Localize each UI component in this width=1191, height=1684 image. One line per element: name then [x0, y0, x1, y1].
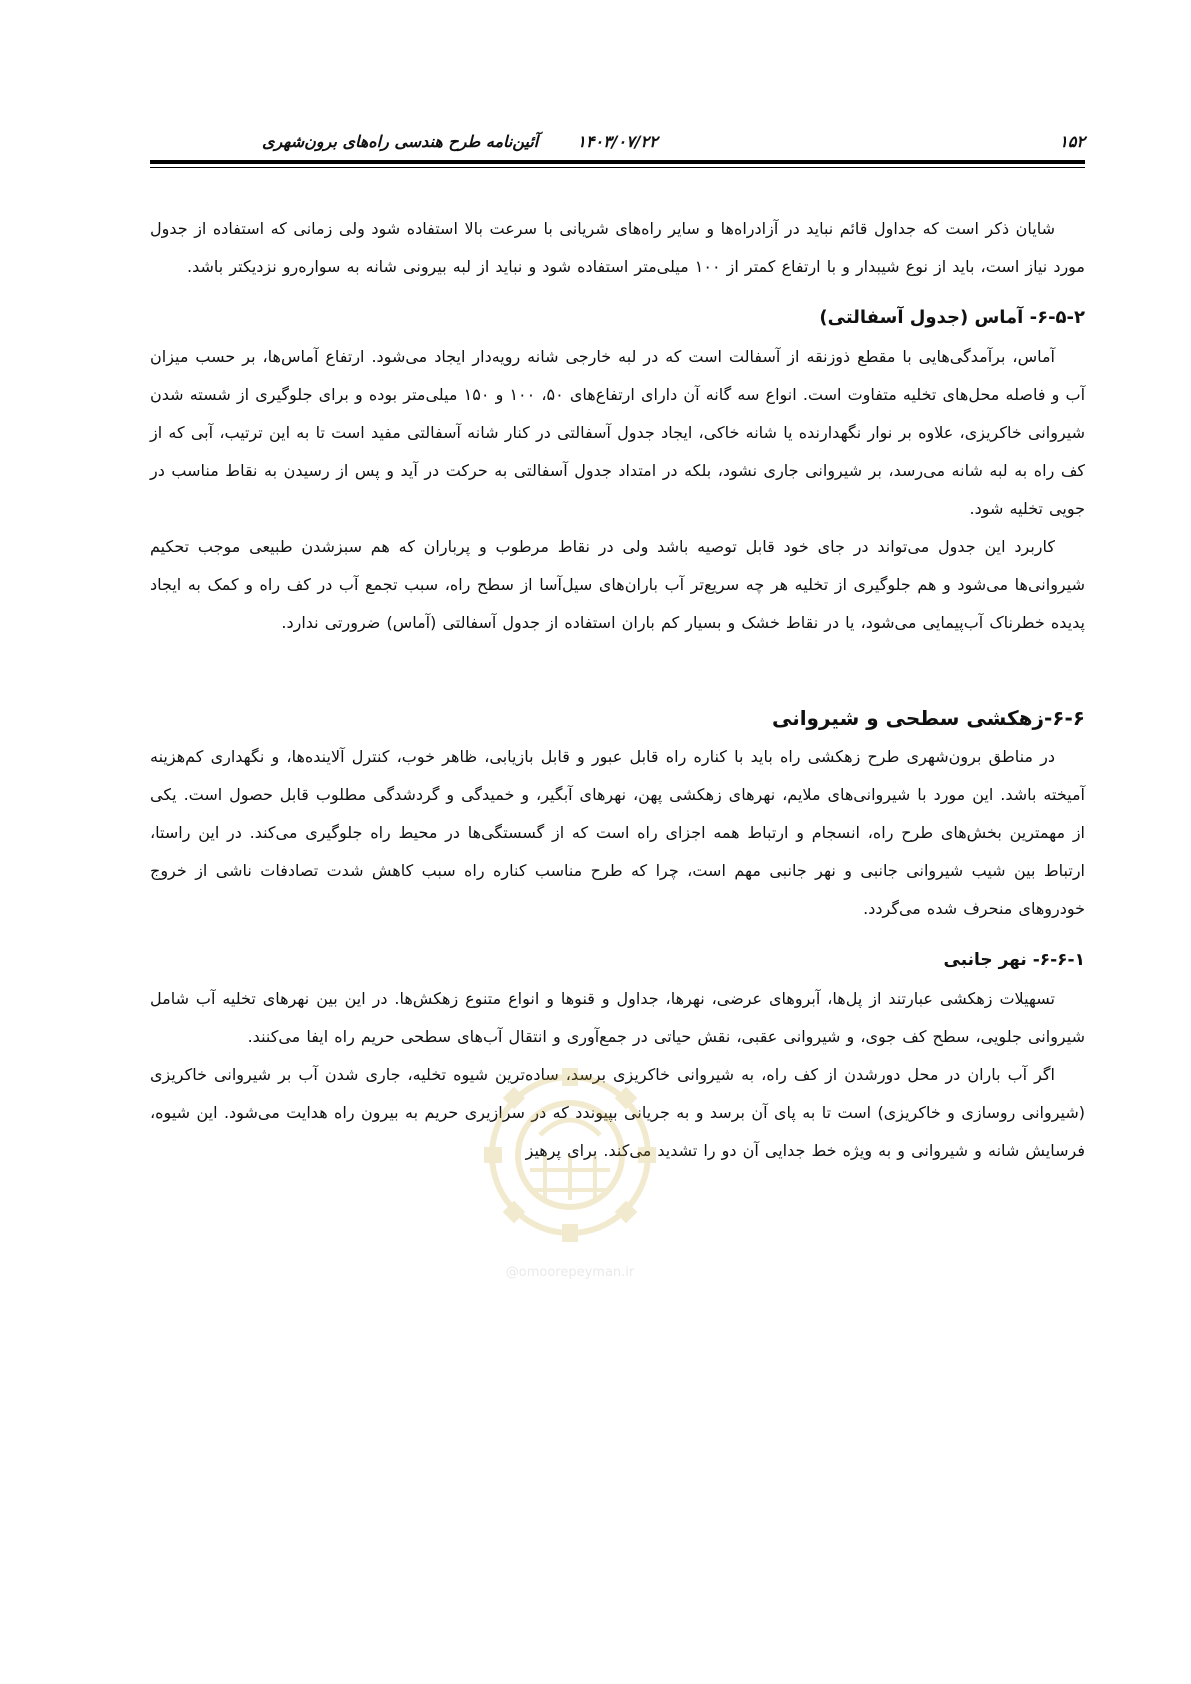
paragraph-asphalt-curb: آماس، برآمدگی‌هایی با مقطع ذوزنقه از آسفالت است که در لبه خارجی شانه رویه‌دار ایجاد می‌شود. ارتفاع آماس‌ها، بر حسب میزان آب و فاصله محل‌های تخلیه متفاوت است. انواع سه گانه آن دارای ارتفاع‌های ۵۰، ۱۰۰ و ۱۵۰ میلی‌متر بوده و برای جلوگیری از شسته شدن شیروانی خاکریزی، علاوه بر نوار نگهدارنده یا شانه خاکی، ایجاد جدول آسفالتی در کنار شانه آسفالتی مفید است تا به این ترتیب، آبی که از کف راه به لبه شانه می‌رسد، بر شیروانی جاری نشود، بلکه در امتداد جدول آسفالتی به حرکت در آید و پس از رسیدن به نقاط مناسب در جویی تخلیه شود.	[150, 347, 1086, 518]
header-rule-thin	[150, 167, 1085, 168]
paragraph-drainage-facilities: تسهیلات زهکشی عبارتند از پل‌ها، آبروهای عرضی، نهرها، جداول و قنوها و انواع متنوع زهکش‌ها. در این بین نهرهای تخلیه آب شامل شیروانی جلویی، سطح کف جوی، و شیروانی عقبی، نقش حیاتی در جمع‌آوری و انتقال آب‌های سطحی حریم راه ایفا می‌کنند.	[150, 989, 1085, 1046]
paragraph-rain-runoff: اگر آب باران در محل دورشدن از کف راه، به شیروانی خاکریزی برسد، ساده‌ترین شیوه تخلیه، جاری شدن آب بر شیروانی خاکریزی (شیروانی روسازی و خاکریزی) است تا به پای آن برسد و به جریانی بپیوندد که در سرازیری حریم به بیرون راه هدایت می‌شود. این شیوه، فرسایش شانه و شیروانی و به ویژه خط جدایی آن دو را تشدید می‌کند. برای پرهیز	[150, 1065, 1085, 1160]
header-rule-thick	[150, 160, 1085, 164]
watermark-url: @omoorepeyman.ir	[505, 1265, 635, 1280]
header-date: ۱۴۰۳/۰۷/۲۲	[577, 132, 658, 151]
section-heading-asphalt-curb: ۶-۵-۲- آماس (جدول آسفالتی)	[819, 307, 1085, 328]
page-header	[150, 124, 1085, 164]
page-body	[150, 210, 1085, 1170]
paragraph-asphalt-curb-usage: کاربرد این جدول می‌تواند در جای خود قابل توصیه باشد ولی در نقاط مرطوب و پرباران که هم سبزشدن طبیعی موجب تحکیم شیروانی‌ها می‌شود و هم جلوگیری از تخلیه هر چه سریع‌تر آب باران‌های سیل‌آسا از سطح راه، سبب تجمع آب در کف راه و کمک به ایجاد پدیده خطرناک آب‌پیمایی می‌شود، یا در نقاط خشک و بسیار کم باران استفاده از جدول آسفالتی (آماس) ضرورتی ندارد.	[150, 537, 1085, 632]
page-number: ۱۵۲	[1059, 132, 1085, 151]
section-heading-side-ditch: ۶-۶-۱- نهر جانبی	[943, 950, 1085, 970]
paragraph-curb-note: شایان ذکر است که جداول قائم نباید در آزادراه‌ها و سایر راه‌های شریانی با سرعت بالا استفاده شود ولی زمانی که استفاده از جدول مورد نیاز است، باید از نوع شیبدار و با ارتفاع کمتر از ۱۰۰ میلی‌متر استفاده شود و نباید از لبه بیرونی شانه به سواره‌رو نزدیکتر باشد.	[150, 219, 1085, 276]
paragraph-surface-drainage: در مناطق برون‌شهری طرح زهکشی راه باید با کناره راه قابل عبور و قابل بازیابی، ظاهر خوب، کنترل آلاینده‌ها، و نگهداری کم‌هزینه آمیخته باشد. این مورد با شیروانی‌های ملایم، نهرهای زهکشی پهن، نهرهای آبگیر، و خمیدگی و گردشدگی مطلوب قابل حصول است. یکی از مهمترین بخش‌های طرح راه، انسجام و ارتباط همه اجزای راه است که از گسستگی‌ها در محیط راه جلوگیری می‌کند. در این راستا، ارتباط بین شیب شیروانی جانبی و نهر جانبی مهم است، چرا که طرح مناسب کناره راه سبب کاهش شدت تصادفات ناشی از خروج خودروهای منحرف شده می‌گردد.	[150, 747, 1085, 918]
document-title: آئین‌نامه طرح هندسی راه‌های برون‌شهری	[262, 132, 539, 151]
section-heading-surface-drainage: ۶-۶-زهکشی سطحی و شیروانی	[771, 706, 1085, 730]
